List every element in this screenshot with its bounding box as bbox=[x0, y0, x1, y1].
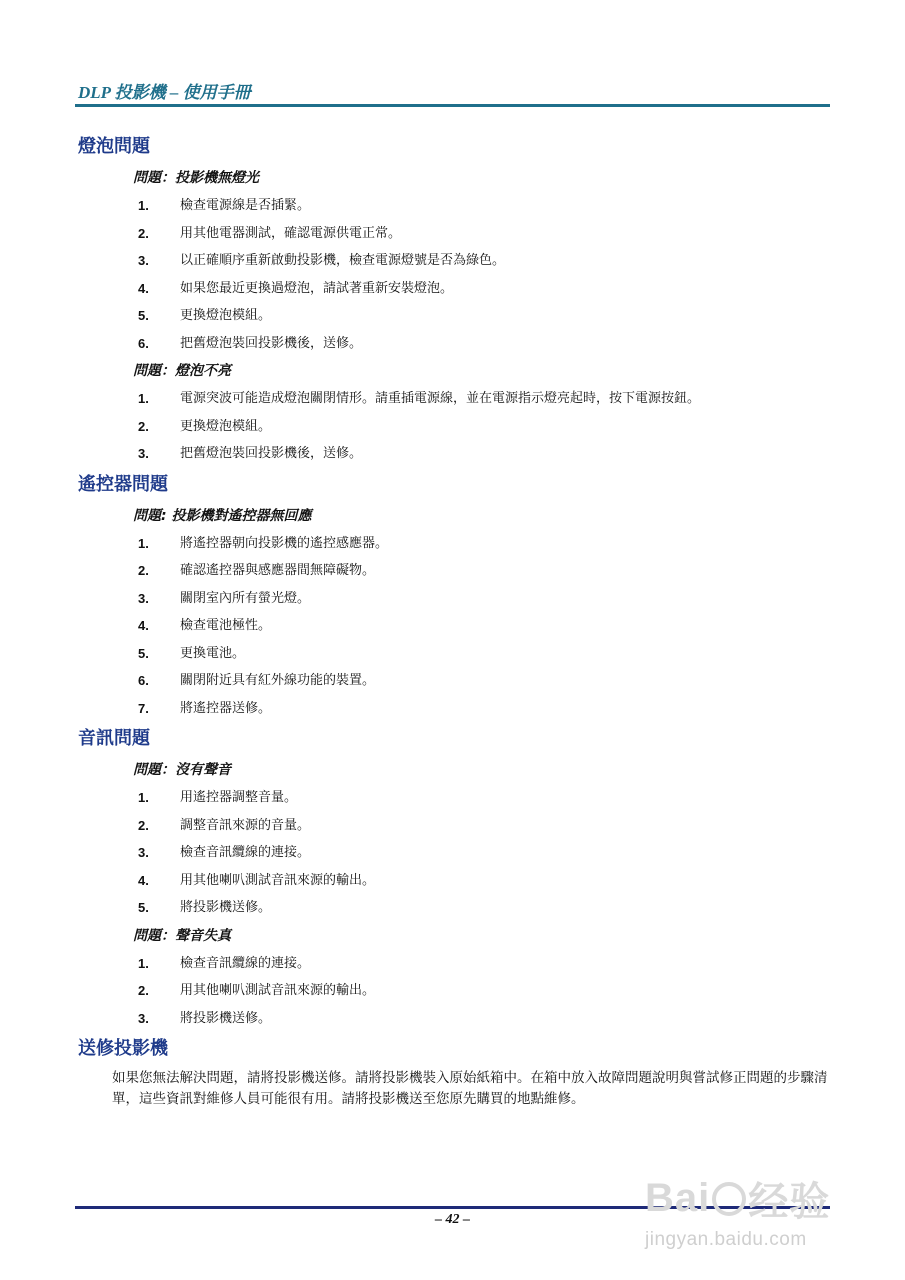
step-text: 確認遙控器與感應器間無障礙物。 bbox=[180, 563, 376, 578]
step-number: 2. bbox=[138, 817, 149, 833]
step-text: 把舊燈泡裝回投影機後，送修。 bbox=[180, 335, 363, 351]
watermark-logo bbox=[645, 1170, 855, 1227]
step-number: 4. bbox=[138, 280, 149, 296]
section-title-audio: 音訊問題 bbox=[78, 728, 150, 749]
step-number: 3. bbox=[138, 590, 149, 606]
step-item bbox=[78, 867, 818, 895]
step-number: 1. bbox=[138, 790, 149, 805]
baidu-watermark bbox=[645, 1170, 855, 1252]
step-number: 5. bbox=[138, 900, 149, 915]
step-number: 1. bbox=[138, 198, 149, 213]
step-text: 將投影機送修。 bbox=[180, 1010, 272, 1026]
step-text: 關閉附近具有紅外線功能的裝置。 bbox=[180, 673, 376, 688]
step-number: 2. bbox=[138, 983, 149, 998]
step-list bbox=[78, 784, 818, 922]
step-item bbox=[78, 585, 818, 613]
step-text: 調整音訊來源的音量。 bbox=[180, 817, 311, 833]
step-text: 檢查音訊纜線的連接。 bbox=[180, 955, 311, 971]
step-text: 檢查電源線是否插緊。 bbox=[180, 198, 311, 213]
page-number: – 42 – bbox=[435, 1212, 470, 1227]
paw-icon bbox=[712, 1182, 746, 1216]
step-number: 3. bbox=[138, 446, 149, 461]
step-item bbox=[78, 1005, 818, 1033]
repair-paragraph: 如果您無法解決問題，請將投影機送修。請將投影機裝入原始紙箱中。在箱中放入故障問題說明與嘗試修正問題的步驟清單，這些資訊對維修人員可能很有用。請將投影機送至您原先購買的地點維修。 bbox=[112, 1070, 828, 1107]
step-item bbox=[78, 330, 818, 358]
step-item bbox=[78, 784, 818, 812]
step-number: 2. bbox=[138, 563, 149, 578]
step-number: 3. bbox=[138, 1010, 149, 1026]
step-list bbox=[78, 385, 818, 468]
step-list bbox=[78, 530, 818, 723]
step-item bbox=[78, 667, 818, 695]
step-text: 用遙控器調整音量。 bbox=[180, 790, 298, 805]
step-item bbox=[78, 192, 818, 220]
step-text: 更換電池。 bbox=[180, 645, 246, 661]
step-item bbox=[78, 247, 818, 275]
problem-title: 問題: 投影機對遙控器無回應 bbox=[133, 507, 312, 524]
step-text: 關閉室內所有螢光燈。 bbox=[180, 590, 311, 606]
step-number: 3. bbox=[138, 253, 149, 268]
step-number: 3. bbox=[138, 845, 149, 860]
step-number: 2. bbox=[138, 418, 149, 434]
step-item bbox=[78, 812, 818, 840]
step-text: 用其他喇叭測試音訊來源的輸出。 bbox=[180, 983, 376, 998]
problem-title: 問題：燈泡不亮 bbox=[133, 363, 231, 379]
step-number: 5. bbox=[138, 308, 149, 323]
step-item bbox=[78, 440, 818, 468]
step-list bbox=[78, 192, 818, 357]
step-number: 4. bbox=[138, 618, 149, 633]
step-text: 更換燈泡模組。 bbox=[180, 308, 272, 323]
problem-title: 問題：投影機無燈光 bbox=[133, 170, 259, 186]
step-text: 以正確順序重新啟動投影機，檢查電源燈號是否為綠色。 bbox=[180, 253, 506, 268]
step-text: 把舊燈泡裝回投影機後，送修。 bbox=[180, 446, 363, 461]
step-list bbox=[78, 950, 818, 1033]
step-item bbox=[78, 695, 818, 723]
step-item bbox=[78, 385, 818, 413]
watermark-logo-right: 经验 bbox=[748, 1180, 831, 1224]
step-number: 1. bbox=[138, 955, 149, 971]
step-number: 7. bbox=[138, 700, 149, 716]
step-item bbox=[78, 530, 818, 558]
watermark-logo-left: Bai bbox=[645, 1176, 711, 1220]
step-text: 用其他電器測試，確認電源供電正常。 bbox=[180, 225, 402, 241]
step-item bbox=[78, 220, 818, 248]
step-item bbox=[78, 950, 818, 978]
step-text: 更換燈泡模組。 bbox=[180, 418, 272, 434]
step-number: 2. bbox=[138, 225, 149, 241]
document-body bbox=[78, 130, 828, 1110]
step-item bbox=[78, 894, 818, 922]
step-text: 用其他喇叭測試音訊來源的輸出。 bbox=[180, 872, 376, 888]
problem-title: 問題：沒有聲音 bbox=[133, 762, 231, 778]
step-item bbox=[78, 557, 818, 585]
step-number: 1. bbox=[138, 535, 149, 551]
step-item bbox=[78, 839, 818, 867]
section-title-remote: 遙控器問題 bbox=[78, 473, 168, 495]
section-title-repair: 送修投影機 bbox=[78, 1038, 168, 1059]
step-text: 檢查音訊纜線的連接。 bbox=[180, 845, 311, 860]
step-text: 將投影機送修。 bbox=[180, 900, 272, 915]
step-item bbox=[78, 275, 818, 303]
document-header: DLP 投影機 – 使用手冊 bbox=[78, 83, 251, 102]
step-text: 將遙控器送修。 bbox=[180, 700, 272, 716]
step-number: 4. bbox=[138, 872, 149, 888]
step-text: 如果您最近更換過燈泡，請試著重新安裝燈泡。 bbox=[180, 280, 454, 296]
step-item bbox=[78, 302, 818, 330]
watermark-url: jingyan.baidu.com bbox=[645, 1229, 807, 1250]
step-number: 6. bbox=[138, 673, 149, 688]
step-item bbox=[78, 640, 818, 668]
step-text: 電源突波可能造成燈泡關閉情形。請重插電源線，並在電源指示燈亮起時，按下電源按鈕。 bbox=[180, 391, 701, 406]
step-item bbox=[78, 413, 818, 441]
step-number: 5. bbox=[138, 645, 149, 661]
section-title-lamp: 燈泡問題 bbox=[78, 136, 150, 157]
step-item bbox=[78, 977, 818, 1005]
step-text: 檢查電池極性。 bbox=[180, 618, 272, 633]
step-number: 6. bbox=[138, 335, 149, 351]
step-number: 1. bbox=[138, 391, 149, 406]
step-item bbox=[78, 612, 818, 640]
header-divider bbox=[75, 104, 830, 107]
step-text: 將遙控器朝向投影機的遙控感應器。 bbox=[180, 535, 389, 551]
problem-title: 問題：聲音失真 bbox=[133, 927, 231, 944]
